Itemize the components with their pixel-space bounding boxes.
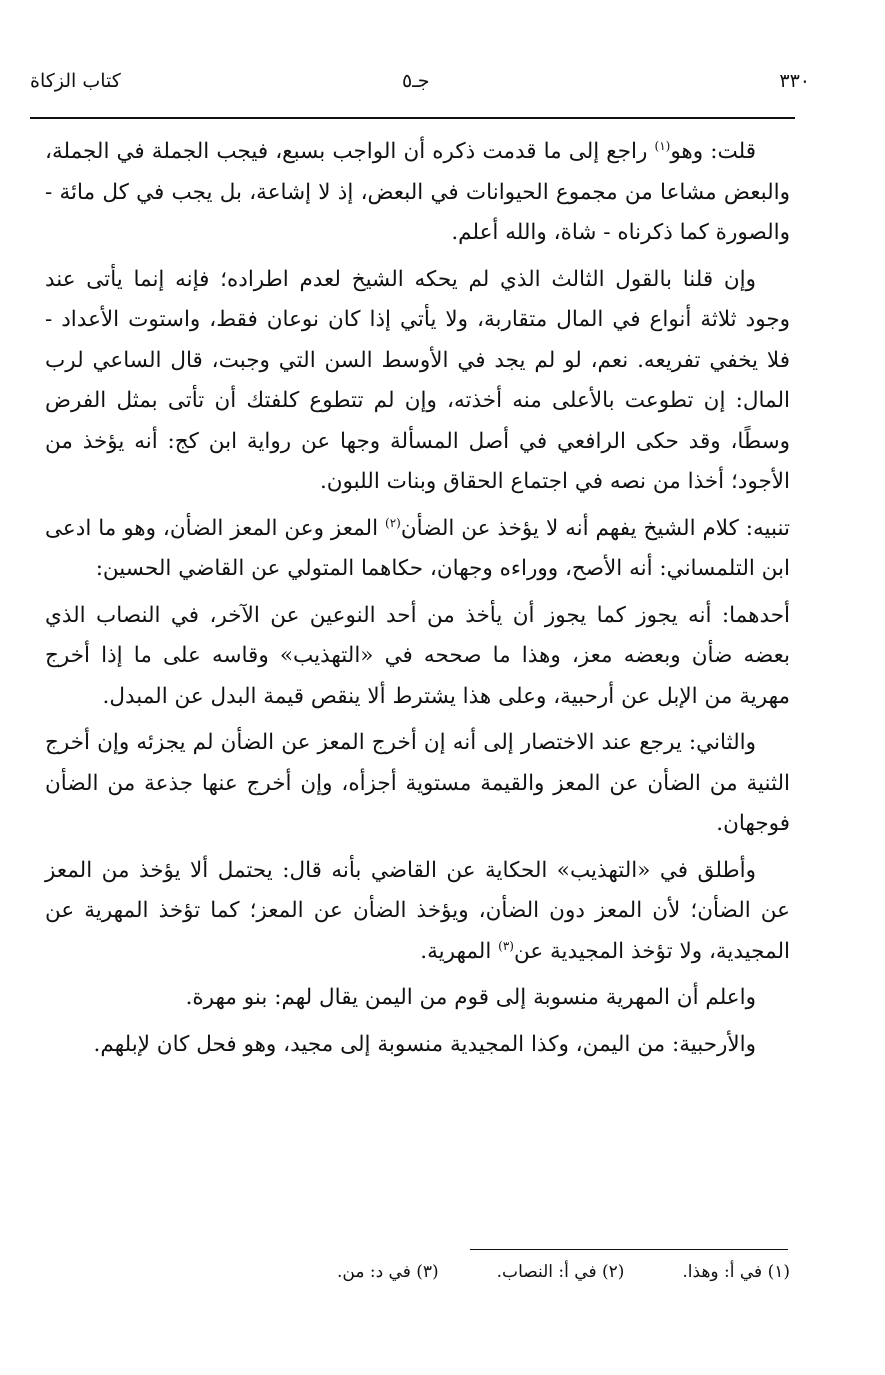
- header-rule: [30, 117, 795, 119]
- paragraph-text: وإن قلنا بالقول الثالث الذي لم يحكه الشيخ لعدم اطراده؛ فإنه إنما يأتى عند وجود ثلاثة أنواع في المال متقاربة، ولا يأتي إذا كان نوعان فقط، واستوت الأعداد - فلا يخفي تفريعه. نعم، لو لم يجد في الأوسط السن التي وجبت، قال الساعي لرب المال: إن تطوعت بالأعلى منه أخذته، وإن لم تتطوع كلفتك أن تأتى بمثل الفرض وسطًا، وقد حكى الرافعي في أصل المسألة وجها عن رواية ابن كج: أنه يؤخذ من الأجود؛ أخذا من نصه في اجتماع الحقاق وبنات اللبون.: [45, 266, 790, 494]
- footnotes: [215, 1262, 790, 1282]
- footnote-marker: (١): [654, 138, 671, 153]
- paragraph-3: [45, 509, 790, 590]
- paragraph-8: [45, 1025, 790, 1066]
- footnote-rule: [470, 1249, 788, 1250]
- paragraph-6: [45, 851, 790, 973]
- paragraph-1: [45, 132, 790, 254]
- paragraph-text: المعز وعن المعز الضأن، وهو ما ادعى ابن التلمساني: أنه الأصح، ووراءه وجهان، حكاهما المتولي عن القاضي الحسين:: [45, 515, 790, 581]
- paragraph-2: [45, 260, 790, 503]
- footnote-marker: (٢): [385, 515, 401, 530]
- paragraph-text: وأطلق في «التهذيب» الحكاية عن القاضي بأنه قال: يحتمل ألا يؤخذ من المعز عن الضأن؛ لأن المعز دون الضأن، ويؤخذ الضأن عن المعز؛ كما تؤخذ المهرية عن المجيدية، ولا تؤخذ المجيدية عن: [45, 857, 790, 964]
- paragraph-text: والثاني: يرجع عند الاختصار إلى أنه إن أخرج المعز عن الضأن لم يجزئه وإن أخرج الثنية من الضأن عن المعز والقيمة مستوية أجزأه، وإن أخرج عنها جذعة من الضأن فوجهان.: [45, 730, 790, 836]
- footnote-2: (٢) في أ: النصاب.: [496, 1262, 625, 1282]
- paragraph-7: [45, 978, 790, 1019]
- page-header: [30, 70, 810, 106]
- footnote-1: (١) في أ: وهذا.: [682, 1262, 790, 1282]
- footnote-3: (٣) في د: من.: [336, 1262, 439, 1282]
- volume-label: جـ٥: [402, 70, 430, 92]
- body-text: [45, 132, 790, 1071]
- paragraph-text: قلت: وهو: [670, 139, 756, 164]
- paragraph-text: واعلم أن المهرية منسوبة إلى قوم من اليمن يقال لهم: بنو مهرة.: [185, 985, 756, 1010]
- page-number: ٣٣٠: [779, 70, 810, 92]
- footnote-marker: (٣): [498, 938, 514, 953]
- paragraph-text: المهرية.: [420, 938, 499, 964]
- paragraph-text: أحدهما: أنه يجوز كما يجوز أن يأخذ من أحد النوعين عن الآخر، في النصاب الذي بعضه ضأن وبعضه معز، وهذا ما صححه في «التهذيب» وقاسه على ما إذا أخرج مهرية من الإبل عن أرحبية، وعلى هذا يشترط ألا ينقص قيمة البدل عن المبدل.: [45, 602, 790, 709]
- paragraph-text: والأرحبية: من اليمن، وكذا المجيدية منسوبة إلى مجيد، وهو فحل كان لإبلهم.: [93, 1031, 756, 1057]
- paragraph-4: [45, 596, 790, 718]
- paragraph-text: راجع إلى ما قدمت ذكره أن الواجب بسبع، فيجب الجملة في الجملة، والبعض مشاعا من مجموع الحيوانات في البعض، إذ لا إشاعة، بل يجب في كل مائة - والصورة كما ذكرناه - شاة، والله أعلم.: [45, 139, 790, 245]
- book-title: كتاب الزكاة: [30, 70, 121, 92]
- paragraph-text: تنبيه: كلام الشيخ يفهم أنه لا يؤخذ عن الضأن: [400, 515, 790, 541]
- paragraph-5: [45, 723, 790, 845]
